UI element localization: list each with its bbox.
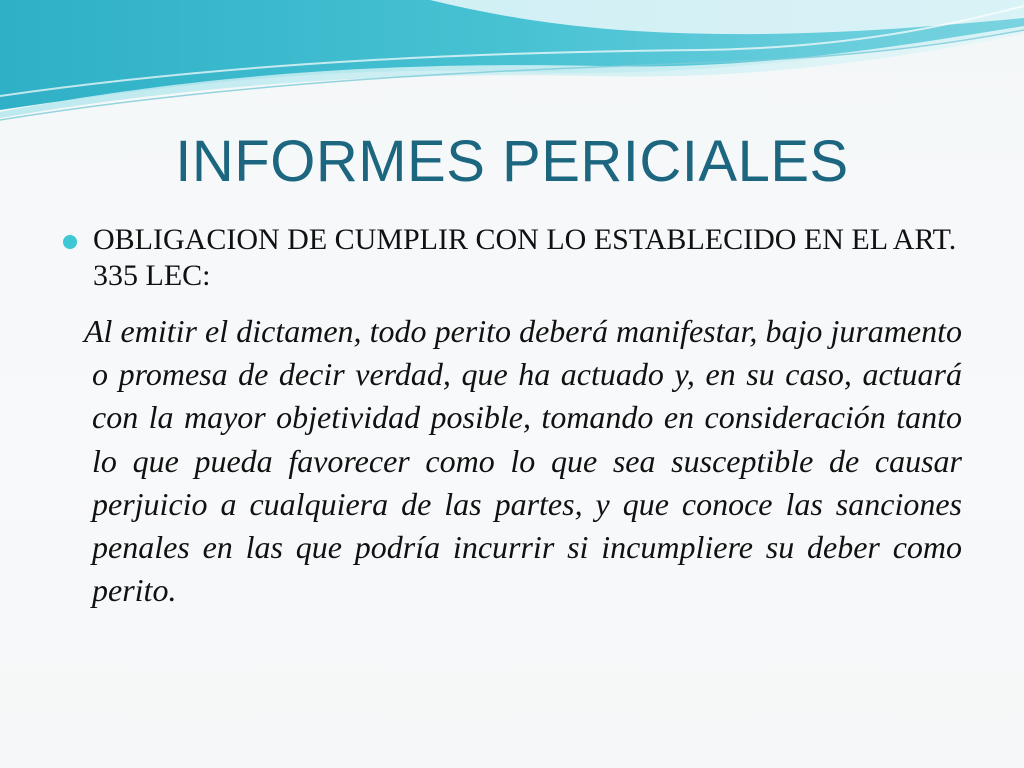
bullet-dot-icon [63, 235, 77, 249]
bullet-text: OBLIGACION DE CUMPLIR CON LO ESTABLECIDO EN EL ART. 335 LEC: [93, 223, 957, 292]
quoted-article-text: Al emitir el dictamen, todo perito deberá manifestar, bajo juramento o promesa de decir verdad, que ha actuado y, en su caso, actuará con la mayor objetividad posible, tomando en consideración tanto lo que pueda favorecer como lo que sea susceptible de causar perjuicio a cualquiera de las partes, y que conoce las sanciones penales en las que podría incurrir si incumpliere su deber como perito. [84, 313, 962, 609]
slide-title: INFORMES PERICIALES [175, 129, 849, 194]
header-wave-decoration [0, 0, 1024, 130]
